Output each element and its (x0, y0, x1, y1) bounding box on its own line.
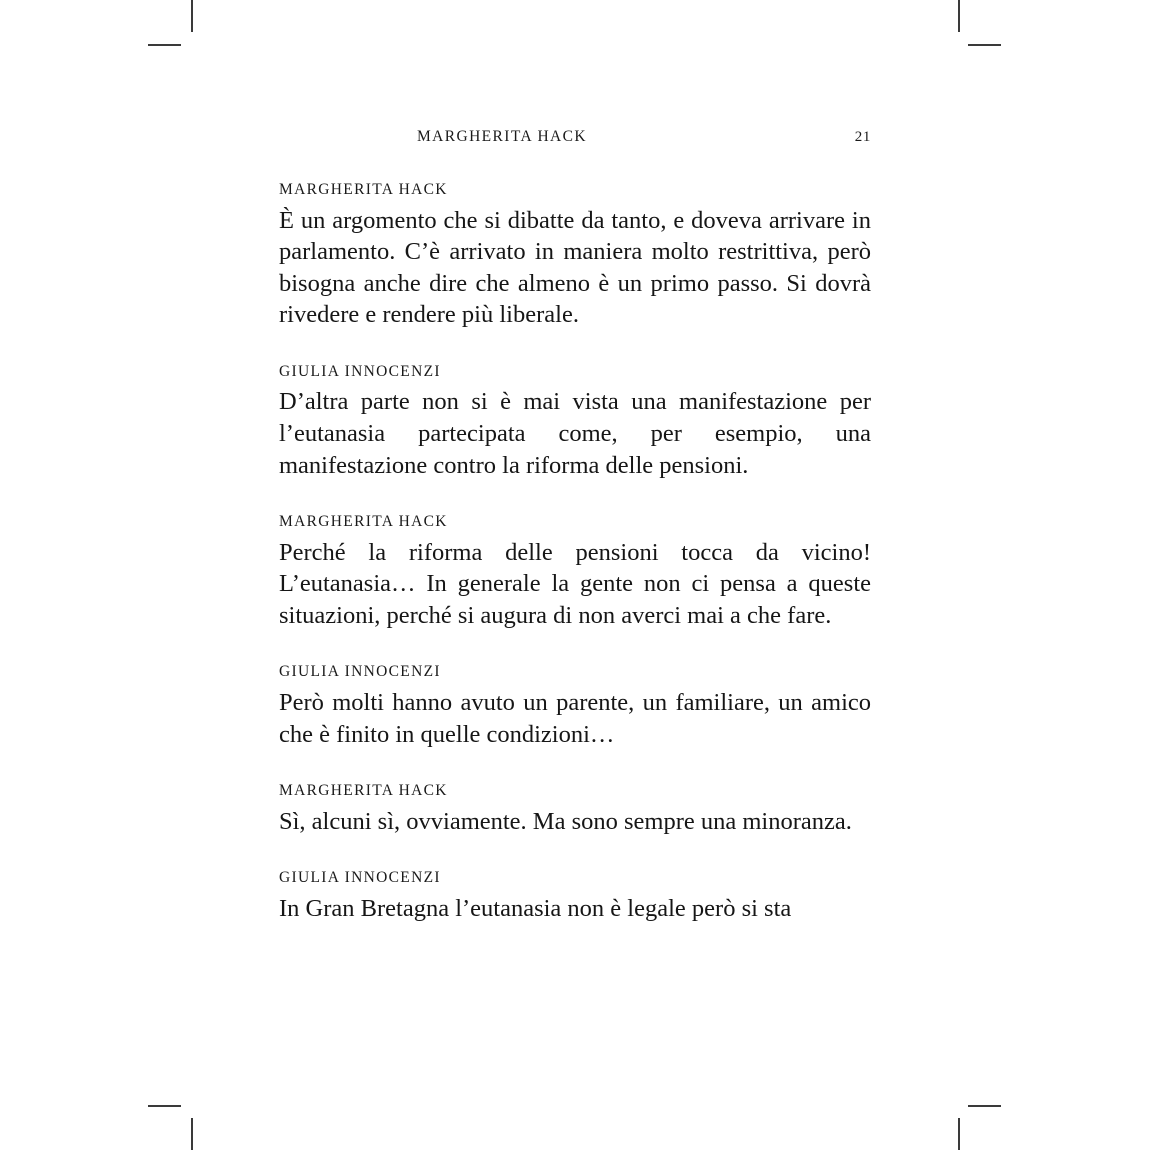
speaker-label: MARGHERITA HACK (279, 513, 448, 531)
page-number: 21 (854, 129, 871, 145)
dialogue-paragraph: D’altra parte non si è mai vista una manifestazione per l’eutanasia partecipata come, per esempio, una manifestazione contro la riforma delle pensioni. (279, 388, 871, 479)
speaker-label: MARGHERITA HACK (279, 181, 448, 198)
text-column (279, 182, 871, 924)
dialogue-paragraph: È un argomento che si dibatte da tanto, e doveva arrivare in parlamento. C’è arrivato in maniera molto restrittiva, però bisogna anche dire che almeno è un primo passo. Si dovrà rivedere e rendere più liberale. (279, 206, 871, 329)
speaker-label: GIULIA INNOCENZI (279, 362, 441, 380)
crop-mark-bottom-right-horizontal (968, 1105, 1001, 1107)
speaker-label: MARGHERITA HACK (279, 782, 448, 800)
crop-mark-top-left-vertical (191, 0, 193, 32)
crop-mark-top-right-horizontal (968, 44, 1001, 46)
dialogue-paragraph: In Gran Bretagna l’eutanasia non è legale però si sta (279, 894, 792, 922)
dialogue-block (279, 783, 871, 837)
dialogue-block (279, 182, 871, 331)
dialogue-paragraph: Perché la riforma delle pensioni tocca da vicino! L’eutanasia… In generale la gente non ci pensa a queste situazioni, perché si augura di non averci mai a che fare. (279, 538, 871, 629)
dialogue-block (279, 514, 871, 631)
crop-mark-bottom-left-vertical (191, 1118, 193, 1150)
dialogue-paragraph: Sì, alcuni sì, ovviamente. Ma sono sempre una minoranza. (279, 807, 852, 835)
crop-mark-top-right-vertical (958, 0, 960, 32)
speaker-label: GIULIA INNOCENZI (279, 663, 441, 681)
dialogue-block (279, 870, 871, 924)
speaker-label: GIULIA INNOCENZI (279, 869, 441, 887)
crop-mark-bottom-left-horizontal (148, 1105, 181, 1107)
running-head-title: MARGHERITA HACK (417, 128, 587, 145)
dialogue-block (279, 364, 871, 481)
crop-mark-top-left-horizontal (148, 44, 181, 46)
dialogue-block (279, 664, 871, 750)
running-head (279, 128, 871, 146)
dialogue-paragraph: Però molti hanno avuto un parente, un familiare, un amico che è finito in quelle condizioni… (279, 688, 871, 748)
crop-mark-bottom-right-vertical (958, 1118, 960, 1150)
